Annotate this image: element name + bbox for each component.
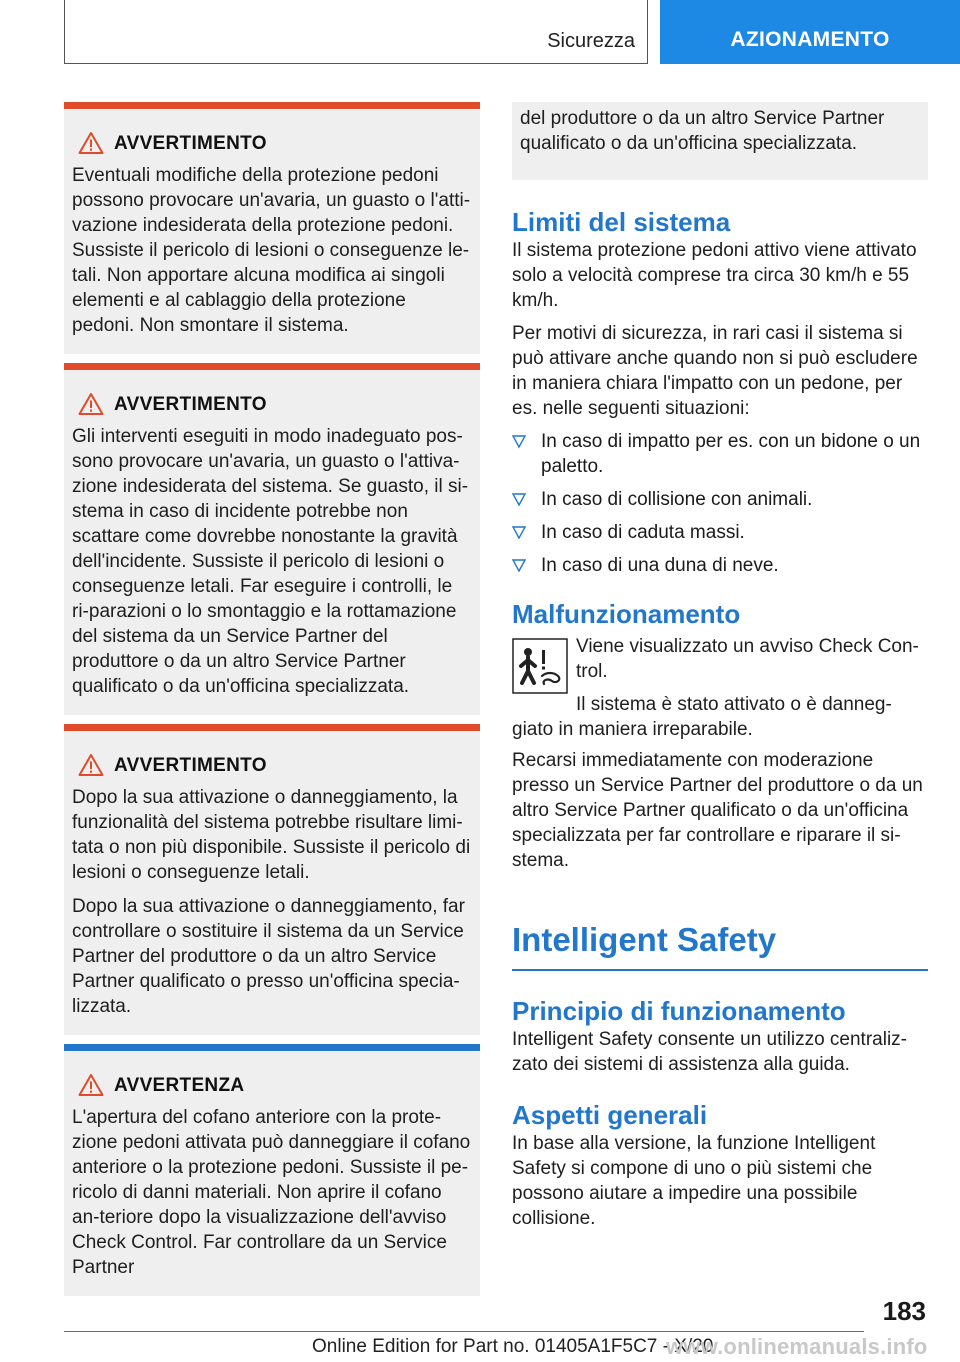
section-heading-aspetti: Aspetti generali — [512, 1099, 708, 1130]
warning-text: Eventuali modifiche della protezione pedoni possono provocare un'avaria, un guasto o l'atti‐vazione indesiderata della protezione pedoni. Sussiste il pericolo di lesioni o conseguenze le‐tali. Non apportare alcuna modifica ai singoli elementi e al cablaggio della protezione pedoni. Non smontare il sistema. — [72, 165, 471, 336]
notice-header — [72, 1073, 472, 1103]
active-chapter-tab — [660, 0, 960, 64]
edition-text: Online Edition for Part no. 01405A1F5C7 - X/20 — [312, 1336, 714, 1357]
section-heading-limiti: Limiti del sistema — [512, 207, 731, 237]
section-heading-malfunzionamento: Malfunzionamento — [512, 599, 741, 629]
pedestrian-protection-warning-icon — [512, 638, 568, 694]
bullet-triangle-icon — [512, 435, 526, 449]
warning-triangle-icon — [78, 1073, 104, 1097]
notice-box — [64, 1044, 480, 1296]
warning-triangle-icon — [78, 131, 104, 155]
warning-title: AVVERTIMENTO — [114, 133, 267, 154]
list-item — [512, 553, 928, 578]
warning-text: Dopo la sua attivazione o danneggiamento, la funzionalità del sistema potrebbe risultare limi‐tata o non più disponibile. Sussiste il pericolo di lesioni o conseguenze letali. — [72, 787, 471, 883]
list-item — [512, 487, 928, 512]
warning-title: AVVERTIMENTO — [114, 394, 267, 415]
list-item-text: In caso di collisione con animali. — [541, 489, 813, 510]
bullet-triangle-icon — [512, 559, 526, 573]
bullet-triangle-icon — [512, 493, 526, 507]
warning-text: Gli interventi eseguiti in modo inadeguato pos‐sono provocare un'avaria, un guasto o l'attiva‐zione indesiderata del sistema. Se guasto, il si‐stema in caso di incidente potrebbe non scattare come dovrebbe nonostante la gravità dell'incidente. Sussiste il pericolo di lesioni o conseguenze letali. Far eseguire i controlli, le ri‐parazioni o lo smontaggio e la rottamazione del sistema da un Service Partner del produttore o da un altro Service Partner qualificato o da un'officina specializzata. — [72, 426, 469, 697]
warning-triangle-icon — [78, 392, 104, 416]
section-tab — [64, 0, 648, 64]
chapter-title-rule — [512, 969, 928, 971]
page-number: 183 — [882, 1296, 926, 1326]
malfunzionamento-paragraph-2: Il sistema è stato attivato o è danneg‐giato in maniera irreparabile. — [512, 694, 892, 740]
list-item — [512, 429, 928, 479]
warning-text: Dopo la sua attivazione o danneggiamento, far controllare o sostituire il sistema da un Service Partner del produttore o da un altro Service Partner qualificato o presso un'officina specia‐lizzata. — [72, 896, 465, 1017]
watermark-text: www.onlinemanuals.info — [666, 1334, 928, 1359]
list-item-text: In caso di una duna di neve. — [541, 555, 779, 576]
left-column — [64, 102, 480, 1296]
aspetti-paragraph: In base alla versione, la funzione Intelligent Safety si compone di uno o più sistemi che possono aiutare a impedire una possibile collisione. — [512, 1132, 876, 1229]
list-item-text: In caso di impatto per es. con un bidone o un paletto. — [541, 431, 921, 477]
active-chapter-label: AZIONAMENTO — [730, 28, 890, 51]
warning-header — [72, 392, 472, 422]
right-column — [512, 102, 928, 1231]
chapter-title: Intelligent Safety — [512, 921, 777, 958]
warning-title: AVVERTIMENTO — [114, 755, 267, 776]
warning-box-2 — [64, 363, 480, 715]
warning-box-3 — [64, 724, 480, 1035]
section-heading-principio: Principio di funzionamento — [512, 995, 846, 1026]
warning-triangle-icon — [78, 753, 104, 777]
warning-header — [72, 753, 472, 783]
footer-rule — [64, 1331, 864, 1332]
principio-paragraph: Intelligent Safety consente un utilizzo centraliz‐zato dei sistemi di assistenza alla guida. — [512, 1028, 907, 1075]
warning-box-1 — [64, 102, 480, 354]
limiti-paragraph-2: Per motivi di sicurezza, in rari casi il sistema si può attivare anche quando non si può escludere in maniera chiara l'impatto con un pedone, per es. nelle seguenti situazioni: — [512, 323, 918, 419]
notice-continuation: del produttore o da un altro Service Partner qualificato o da un'officina specializzata. — [512, 102, 928, 180]
bullet-triangle-icon — [512, 526, 526, 540]
limiti-paragraph-1: Il sistema protezione pedoni attivo viene attivato solo a velocità comprese tra circa 30 km/h e 55 km/h. — [512, 240, 917, 311]
malfunzionamento-block — [512, 634, 928, 742]
notice-text: L'apertura del cofano anteriore con la prote‐zione pedoni attivata può danneggiare il cofano anteriore o la protezione pedoni. Sussiste il pe‐ricolo di danni materiali. Non aprire il cofano an‐teriore dopo la visualizzazione dell'avviso Check Control. Far controllare da un Service Partner — [72, 1107, 471, 1278]
limiti-bullet-list — [512, 429, 928, 578]
section-label: Sicurezza — [547, 30, 635, 52]
list-item — [512, 520, 928, 545]
malfunzionamento-paragraph-1: Viene visualizzato un avviso Check Con‐trol. — [576, 636, 919, 682]
notice-title: AVVERTENZA — [114, 1075, 245, 1096]
list-item-text: In caso di caduta massi. — [541, 522, 745, 543]
malfunzionamento-paragraph-3: Recarsi immediatamente con moderazione presso un Service Partner del produttore o da un altro Service Partner qualificato o da un'officina specializzata per far controllare e riparare il si‐stema. — [512, 750, 923, 871]
warning-header — [72, 131, 472, 161]
